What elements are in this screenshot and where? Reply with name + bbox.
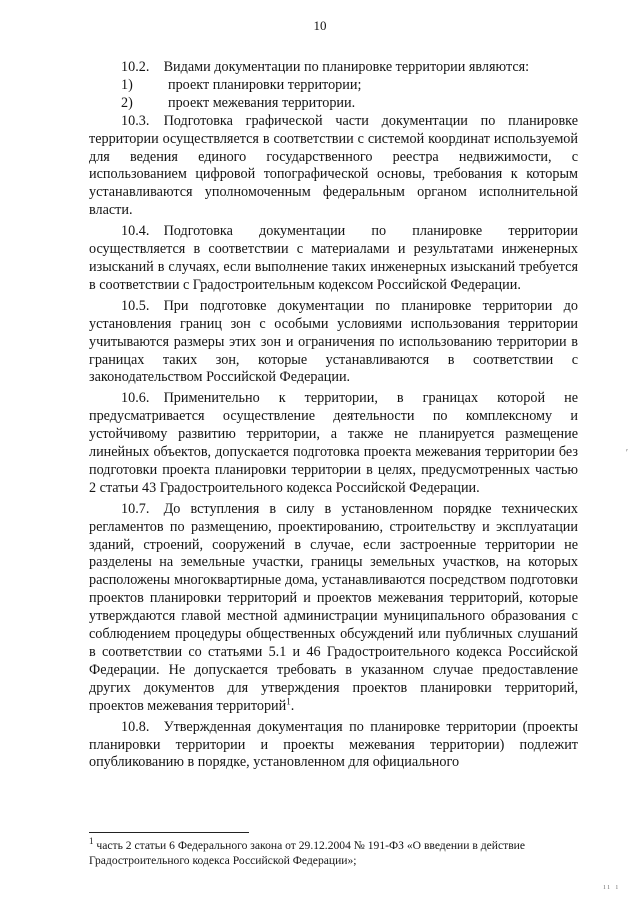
footnote-reference[interactable]: 1 [286,695,291,706]
corner-mark: ıı ı [603,882,620,891]
list-item-number: 2) [121,94,133,111]
footnote-marker: 1 [89,836,94,847]
paragraph-10-7-text: 10.7. До вступления в силу в установленном порядке технических регламентов по размещению, проектированию, строительству и эксплуатации зданий, строений, сооружений в случае, если застроенные территории не разделены на земельные участки, границы земельных участков, на которых расположены многоквартирные дома, устанавливаются посредством подготовки проектов планировки территорий и проектов межевания территорий, которые утверждаются главой местной администрации муниципального образования с соблюдением процедуры общественных обсуждений или публичных слушаний в соответствии со статьями 5.1 и 46 Градостроительного кодекса Российской Федерации. Не допускается требовать в указанном случае предоставление других документов для утверждения проектов планировки территорий, проектов межевания территорий [89,500,578,714]
paragraph-10-6: 10.6. Применительно к территории, в границах которой не предусматривается осуществление деятельности по комплексному и устойчивому развитию территории, а также не планируется размещение линейных объектов, допускается подготовка проекта межевания территории без подготовки проекта планировки территории в целях, предусмотренных частью 2 статьи 43 Градостроительного кодекса Российской Федерации. [89,390,578,496]
paragraph-10-7-end: . [290,697,295,714]
list-item-text: проект межевания территории. [168,94,356,111]
footnote-divider [89,832,249,833]
list-item-number: 1) [121,76,133,93]
list-item [89,77,578,95]
margin-mark: ʹ [625,448,628,459]
paragraph-10-7 [89,501,578,716]
paragraph-10-5: 10.5. При подготовке документации по планировке территории до установления границ зон с особыми условиями использования территории учитываются размеры этих зон и ограничения по использованию территории в границах таких зон, которые устанавливаются в соответствии с законодательством Российской Федерации. [89,297,578,386]
paragraph-10-8: 10.8. Утвержденная документация по планировке территории (проекты планировки территории и проекты межевания территории) подлежит опубликованию в порядке, установленном для официального [89,718,578,771]
paragraph-10-4: 10.4. Подготовка документации по планировке территории осуществляется в соответствии с материалами и результатами инженерных изысканий в случаях, если выполнение таких инженерных изысканий требуется в соответствии с Градостроительным кодексом Российской Федерации. [89,223,578,293]
paragraph-10-3: 10.3. Подготовка графической части документации по планировке территории осуществляется в соответствии с системой координат используемой для ведения единого государственного реестра недвижимости, с использованием цифровой топографической основы, требования к которым устанавливаются уполномоченным федеральным органом исполнительной власти. [89,112,578,219]
paragraph-10-2: 10.2. Видами документации по планировке территории являются: [121,59,530,75]
footnote [89,838,578,868]
list-item-text: проект планировки территории; [168,76,362,93]
footnote-text: часть 2 статьи 6 Федерального закона от 29.12.2004 № 191-ФЗ «О введении в действие Градостроительного кодекса Российской Федерации»; [89,839,526,867]
list-item [89,95,578,113]
document-body [89,59,578,772]
page-number: 10 [313,18,327,33]
